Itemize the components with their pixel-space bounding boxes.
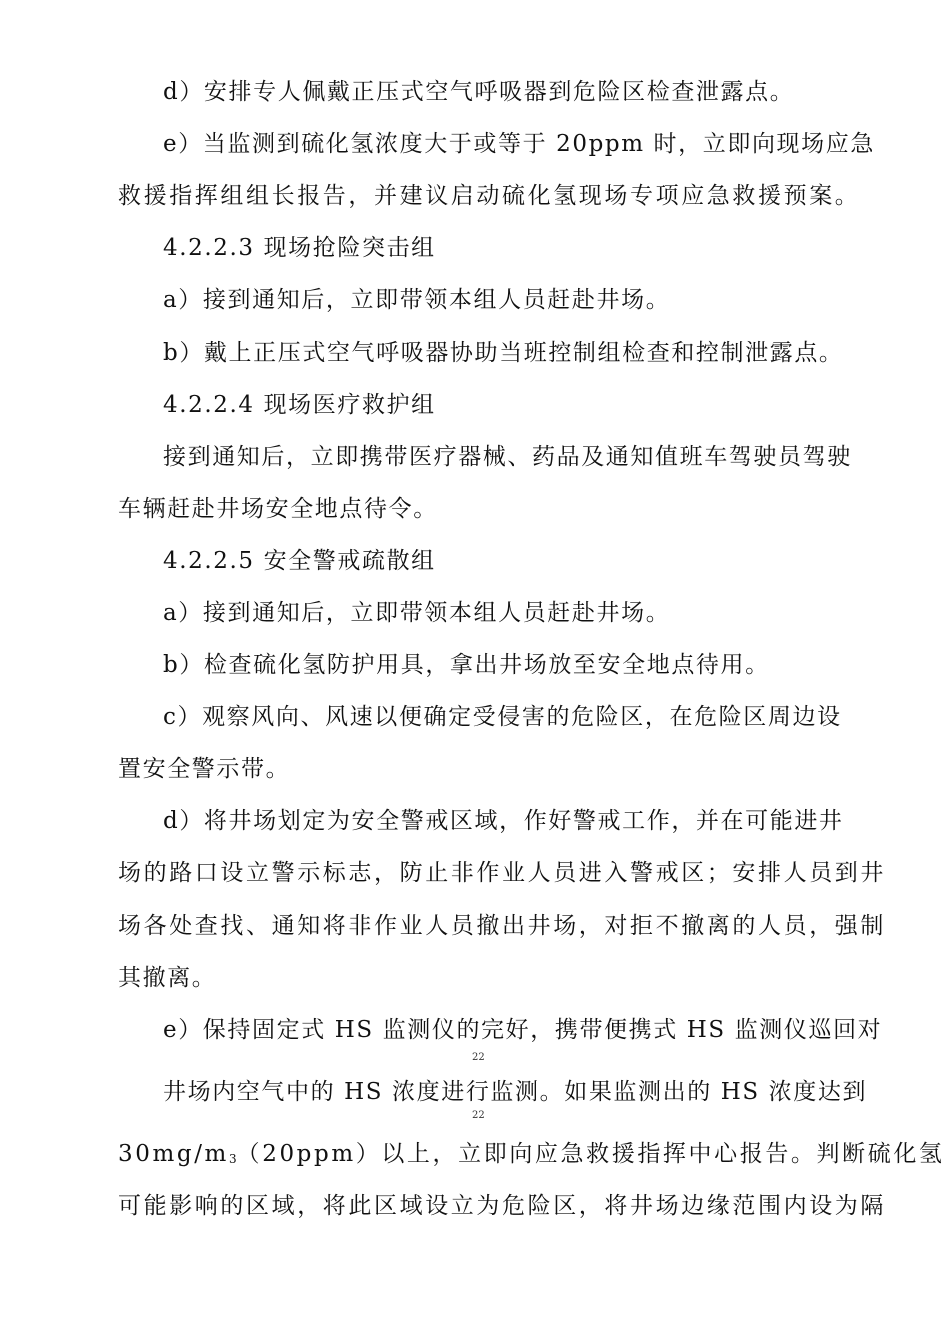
text-line: 井场内空气中的 HS 浓度进行监测。如果监测出的 HS 浓度达到 (163, 1079, 868, 1105)
text-line: 车辆赶赴井场安全地点待令。 (118, 496, 438, 522)
unit-subscript: 3 (228, 1152, 237, 1166)
text-line: b）检查硫化氢防护用具，拿出井场放至安全地点待用。 (163, 652, 770, 678)
text-line (118, 1139, 945, 1174)
text-line: b）戴上正压式空气呼吸器协助当班控制组检查和控制泄露点。 (163, 340, 844, 366)
text-line: 场各处查找、通知将非作业人员撤出井场，对拒不撤离的人员，强制 (118, 913, 886, 939)
text-line: 接到通知后，立即携带医疗器械、药品及通知值班车驾驶员驾驶 (163, 444, 852, 470)
text-line: c）观察风向、风速以便确定受侵害的危险区，在危险区周边设 (163, 704, 842, 730)
subscript-note: 22 (472, 1052, 485, 1063)
text-line: 场的路口设立警示标志，防止非作业人员进入警戒区；安排人员到井 (118, 860, 886, 886)
section-heading: 4.2.2.4 现场医疗救护组 (163, 392, 436, 418)
text-line: 其撤离。 (118, 965, 217, 991)
text-line: d）将井场划定为安全警戒区域，作好警戒工作，并在可能进井 (163, 808, 844, 834)
unit-line-text: （20ppm）以上，立即向应急救援指挥中心报告。判断硫化氢 (236, 1141, 945, 1167)
section-heading: 4.2.2.5 安全警戒疏散组 (163, 548, 436, 574)
text-line: a）接到通知后，立即带领本组人员赶赴井场。 (163, 287, 671, 313)
text-line: 可能影响的区域，将此区域设立为危险区，将井场边缘范围内设为隔 (118, 1193, 886, 1219)
text-line: 置安全警示带。 (118, 756, 291, 782)
text-line: e）保持固定式 HS 监测仪的完好，携带便携式 HS 监测仪巡回对 (163, 1017, 883, 1043)
text-line: e）当监测到硫化氢浓度大于或等于 20ppm 时，立即向现场应急 (163, 131, 875, 157)
text-line: d）安排专人佩戴正压式空气呼吸器到危险区检查泄露点。 (163, 79, 795, 105)
unit-prefix: 30mg/m (118, 1141, 229, 1167)
subscript-note: 22 (472, 1110, 485, 1121)
text-line: a）接到通知后，立即带领本组人员赶赴井场。 (163, 600, 671, 626)
text-line: 救援指挥组组长报告，并建议启动硫化氢现场专项应急救援预案。 (118, 183, 861, 209)
section-heading: 4.2.2.3 现场抢险突击组 (163, 235, 436, 261)
